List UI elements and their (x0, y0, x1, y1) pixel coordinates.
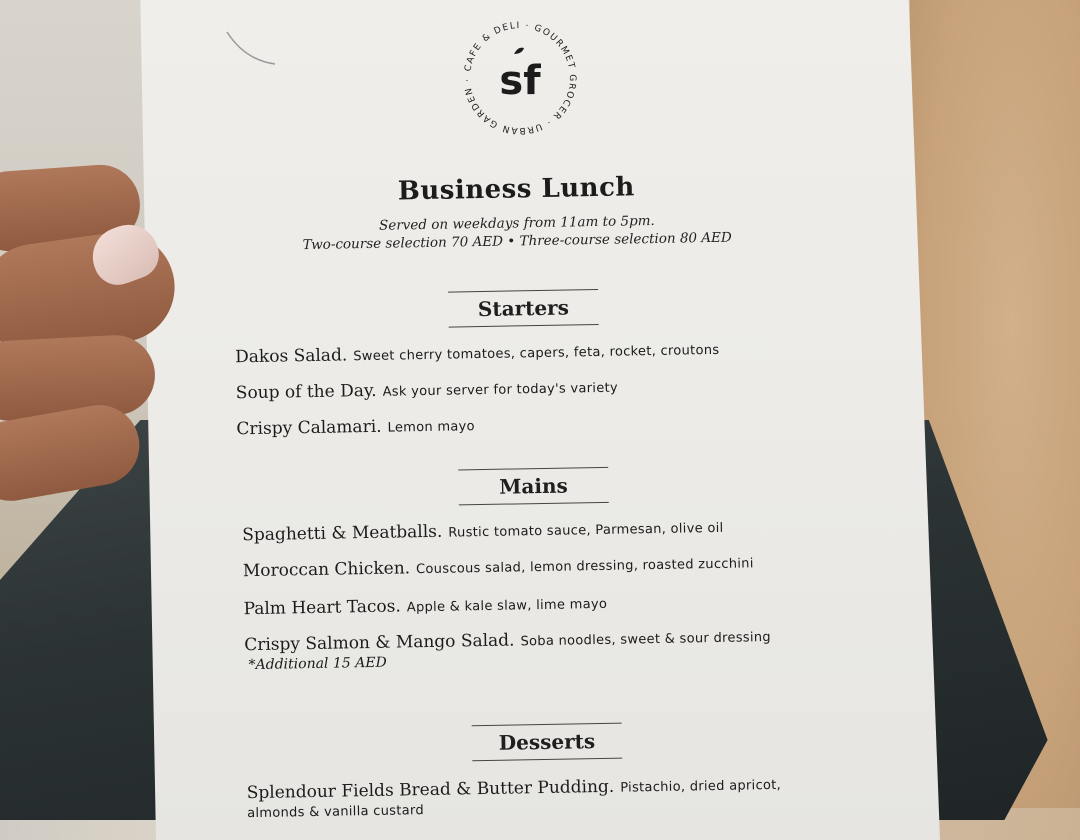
divider (458, 467, 608, 471)
item-description: almonds & vanilla custard (247, 803, 425, 822)
section-heading-text: Starters (477, 295, 570, 322)
menu-item (235, 339, 720, 367)
menu-title: Business Lunch (397, 172, 636, 207)
divider (449, 324, 599, 328)
menu-subtitle-hours: Served on weekdays from 11am to 5pm. (378, 212, 655, 234)
menu-item (236, 415, 475, 439)
section-heading-text: Mains (499, 473, 568, 499)
menu-item (243, 593, 607, 619)
divider (459, 502, 609, 506)
divider (448, 289, 598, 293)
menu-item (247, 774, 782, 803)
item-name: Crispy Calamari. (236, 416, 382, 440)
item-name: Dakos Salad. (235, 345, 348, 368)
divider (472, 758, 622, 762)
item-name: Crispy Salmon & Mango Salad. (244, 630, 515, 656)
menu-item (244, 626, 771, 655)
menu-item (243, 552, 754, 581)
section-heading-mains (458, 473, 608, 500)
logo-ring-text: CAFE & DELI · GOURMET GROCER · URBAN GARDEN · (462, 20, 578, 136)
menu-item (242, 517, 723, 545)
item-name: Soup of the Day. (235, 380, 377, 404)
item-name: Spaghetti & Meatballs. (242, 521, 443, 546)
item-name: Moroccan Chicken. (242, 558, 411, 582)
item-description: Ask your server for today's variety (382, 380, 619, 400)
item-description: Couscous salad, lemon dressing, roasted zucchini (415, 556, 754, 578)
item-description: Rustic tomato sauce, Parmesan, olive oil (448, 520, 724, 541)
item-name: Palm Heart Tacos. (243, 596, 401, 620)
divider (472, 723, 622, 727)
item-surcharge-note: *Additional 15 AED (248, 654, 387, 674)
menu-subtitle-prices: Two-course selection 70 AED • Three-course selection 80 AED (302, 229, 732, 254)
item-description: Sweet cherry tomatoes, capers, feta, rocket, croutons (353, 342, 720, 365)
item-description: Soba noodles, sweet & sour dressing (520, 630, 772, 650)
section-heading-text: Desserts (498, 729, 596, 755)
item-description: Apple & kale slaw, lime mayo (406, 596, 608, 616)
section-heading-desserts (472, 729, 622, 756)
menu-item-continued (247, 799, 424, 821)
logo-monogram: sf (499, 58, 541, 104)
menu-item (236, 377, 618, 404)
item-name: Splendour Fields Bread & Butter Pudding. (246, 776, 615, 804)
item-description: Lemon mayo (387, 419, 475, 436)
item-description: Pistachio, dried apricot, (620, 777, 782, 796)
section-heading-starters (448, 295, 598, 322)
